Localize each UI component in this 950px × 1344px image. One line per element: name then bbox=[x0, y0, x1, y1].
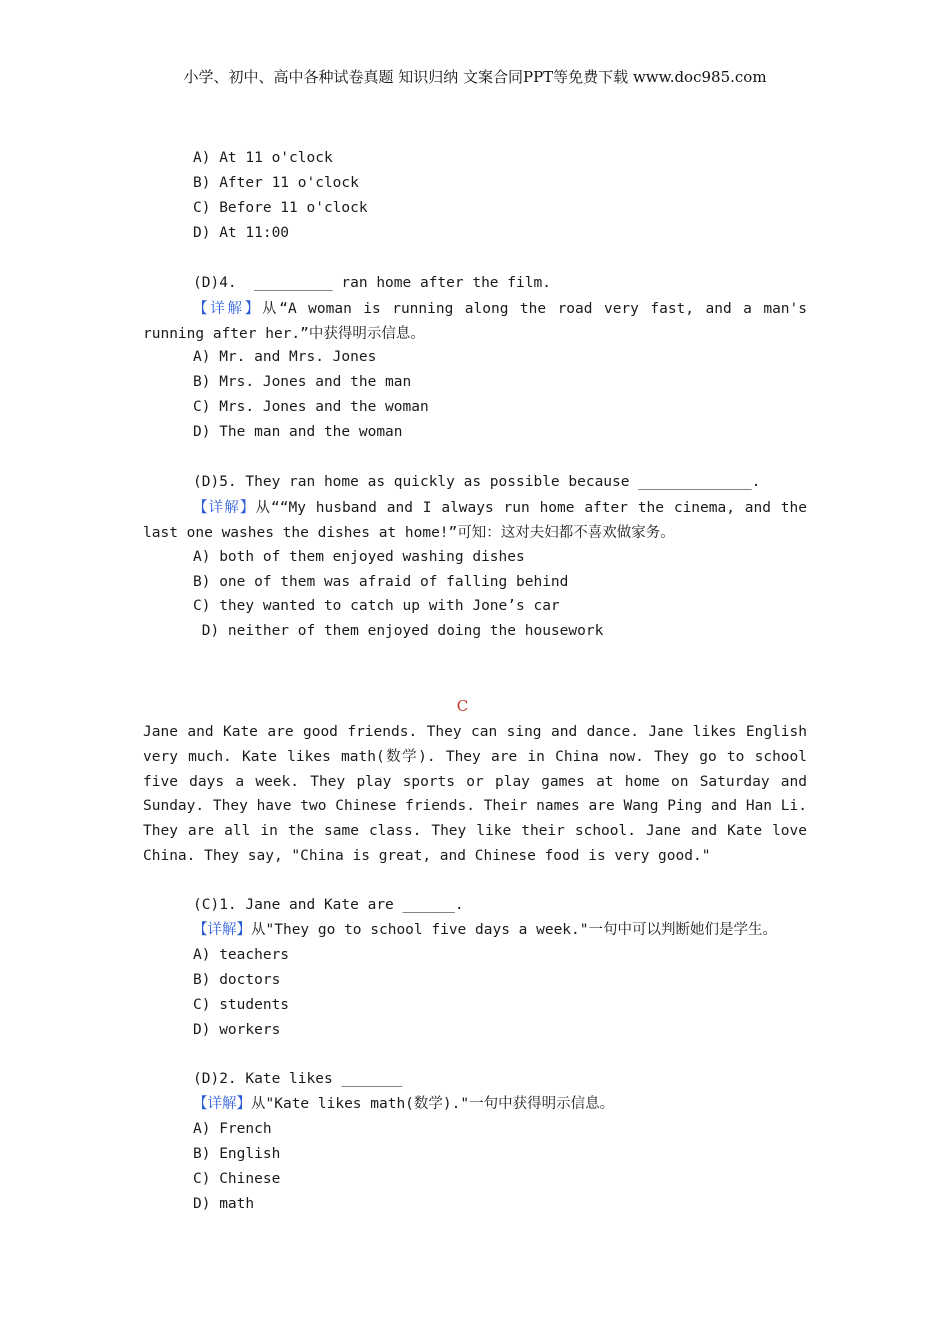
q4-option-c: C) Mrs. Jones and the woman bbox=[193, 399, 429, 415]
c1-explanation bbox=[193, 920, 777, 940]
c1-question: (C)1. Jane and Kate are ______. bbox=[193, 897, 464, 913]
q4-option-b: B) Mrs. Jones and the man bbox=[193, 374, 412, 390]
q4-explanation bbox=[143, 297, 807, 347]
q3-option-b: B) After 11 o'clock bbox=[193, 175, 359, 191]
page-header: 小学、初中、高中各种试卷真题 知识归纳 文案合同PPT等免费下载 www.doc985.com bbox=[183, 68, 767, 86]
c2-option-a: A) French bbox=[193, 1121, 272, 1137]
q5-option-a: A) both of them enjoyed washing dishes bbox=[193, 549, 525, 565]
q5-explain-text: 从““My husband and I always run home after the cinema, and the last one washes the dishes at home!”可知：这对夫妇都不喜欢做家务。 bbox=[143, 500, 807, 541]
c1-explain-text: 从"They go to school five days a week."一句中可以判断她们是学生。 bbox=[251, 922, 777, 938]
c2-option-c: C) Chinese bbox=[193, 1171, 281, 1187]
q5-option-c: C) they wanted to catch up with Jone’s car bbox=[193, 598, 560, 614]
c2-option-b: B) English bbox=[193, 1146, 281, 1162]
q4-question: (D)4. _________ ran home after the film. bbox=[193, 275, 551, 291]
explain-label: 【详解】 bbox=[193, 1096, 251, 1112]
explain-label: 【详解】 bbox=[193, 922, 251, 938]
q5-explanation bbox=[143, 496, 807, 546]
reading-passage: Jane and Kate are good friends. They can sing and dance. Jane likes English very much. Kate likes math(数学). They are in China now. They go to school five days a week. They play sports or play games at home on Saturday and Sunday. They have two Chinese friends. Their names are Wang Ping and Han Li. They are all in the same class. They like their school. Jane and Kate love China. They say, "China is great, and Chinese food is very good." bbox=[143, 724, 807, 864]
q3-option-c: C) Before 11 o'clock bbox=[193, 200, 368, 216]
c1-option-d: D) workers bbox=[193, 1022, 281, 1038]
q4-option-d: D) The man and the woman bbox=[193, 424, 403, 440]
q3-option-d: D) At 11:00 bbox=[193, 225, 290, 241]
q5-option-b: B) one of them was afraid of falling behind bbox=[193, 574, 569, 590]
section-heading: C bbox=[456, 697, 469, 715]
c2-question: (D)2. Kate likes _______ bbox=[193, 1071, 403, 1087]
explain-label: 【详解】 bbox=[193, 500, 256, 516]
q5-question: (D)5. They ran home as quickly as possible because _____________. bbox=[193, 474, 761, 490]
q3-option-a: A) At 11 o'clock bbox=[193, 150, 333, 166]
c1-option-c: C) students bbox=[193, 997, 290, 1013]
c2-option-d: D) math bbox=[193, 1196, 255, 1212]
c1-option-b: B) doctors bbox=[193, 972, 281, 988]
c1-option-a: A) teachers bbox=[193, 947, 290, 963]
q4-option-a: A) Mr. and Mrs. Jones bbox=[193, 349, 377, 365]
c2-explain-text: 从"Kate likes math(数学)."一句中获得明示信息。 bbox=[251, 1096, 615, 1112]
q5-option-d: D) neither of them enjoyed doing the housework bbox=[193, 623, 604, 639]
explain-label: 【详解】 bbox=[193, 301, 262, 317]
c2-explanation bbox=[193, 1094, 614, 1114]
q4-explain-text: 从“A woman is running along the road very fast, and a man's running after her.”中获得明示信息。 bbox=[143, 301, 807, 342]
